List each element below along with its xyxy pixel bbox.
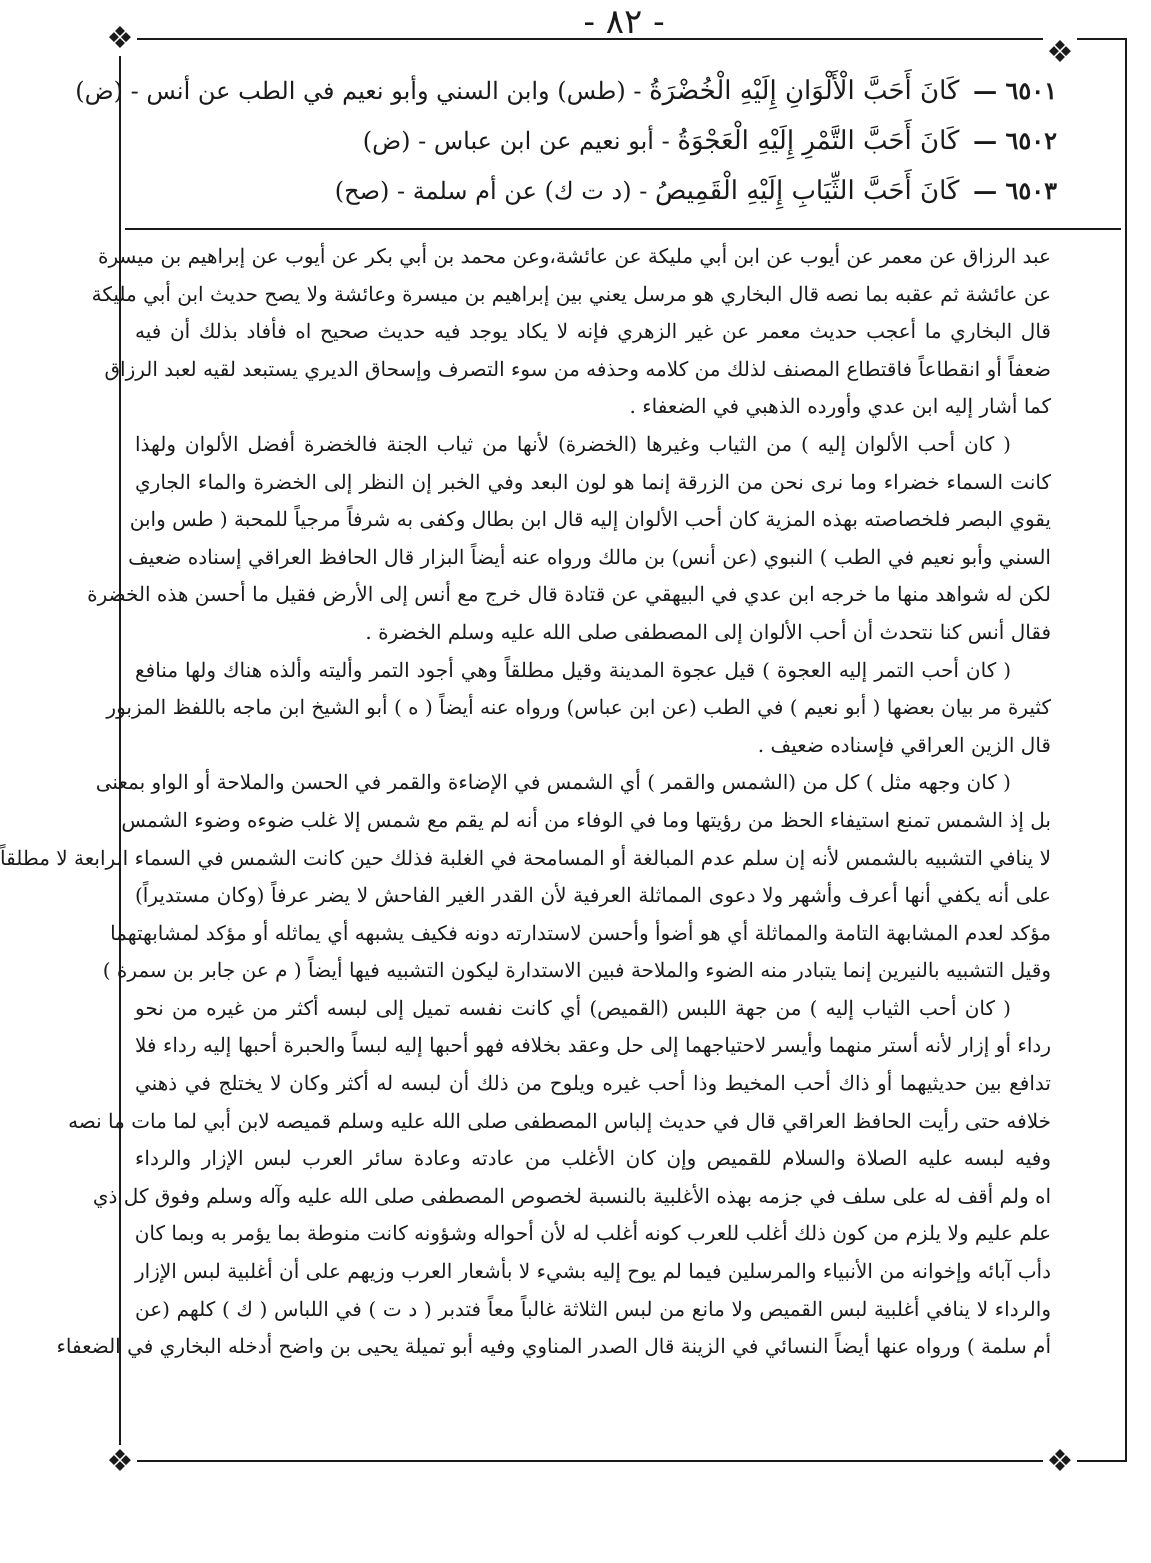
commentary-line: دأب آبائه وإخوانه من الأنبياء والمرسلين فيما لم يوح إليه بشيء لا بأشعار العرب وزيهم على أن أغلبية لبس الإزار [135,1259,1051,1284]
commentary [0,238,1051,1366]
section-divider [125,228,1121,230]
commentary-line: مؤكد لعدم المشابهة التامة والمماثلة أي هو أضوأ وأحسن لاستدارته دونه فكيف يشبهه أي يماثله أو مؤكد لمشابهتهما [110,920,1051,945]
commentary-line: ( كان وجهه مثل ) كل من (الشمس والقمر ) أي الشمس في الإضاءة والقمر في الحسن والملاحة أو الواو بمعنى [95,770,1011,795]
commentary-line: رداء أو إزار لأنه أستر منهما وأيسر لاحتياجهما إلى حل وعقد بخلافه فهو أحبها إليه لبساً والحبرة أحبها إليه رداء فلا [135,1033,1051,1058]
commentary-line: فقال أنس كنا نتحدث أن أحب الألوان إلى المصطفى صلى الله عليه وسلم الخضرة . [365,619,1051,644]
commentary-line: وفيه لبسه عليه الصلاة والسلام للقميص وإن كان الأغلب من عادته وعادة سائر العرب لبس الإزار والرداء [135,1146,1051,1171]
commentary-line: وقيل التشبيه بالنيرين إنما يتبادر منه الضوء والملاحة فبين الاستدارة ليكون التشبيه فيها أيضاً ( م عن جابر بن سمرة ) [102,958,1051,983]
commentary-line: خلافه حتى رأيت الحافظ العراقي قال في حديث إلباس المصطفى صلى الله عليه وسلم قميصه لابن أبي لما مات ما نصه [68,1108,1051,1133]
commentary-line: ضعفاً أو انقطاعاً فاقتطاع المصنف لذلك من كلامه وحذفه من سوء التصرف وإسحاق الديري يستبعد لقيه لعبد الرزاق [104,356,1051,381]
hadith-entry [75,66,1057,116]
hadith-number: ٦٥٠١ — [973,76,1057,105]
hadith-text: كَانَ أَحَبَّ الْأَلْوَانِ إِلَيْهِ الْخُضْرَةُ [649,76,960,106]
hadith-number: ٦٥٠٣ — [973,176,1057,205]
commentary-line: تدافع بين حديثيهما أو ذاك أحب المخيط وذا أحب غيره ويلوح من ذلك أن لبسه له أكثر وكان لا يختلج في ذهني [135,1071,1051,1096]
hadith-source: - أبو نعيم عن ابن عباس - (ض) [362,127,670,155]
page-number: - ٨٢ - [583,2,665,42]
commentary-line: يقوي البصر فلخصاصته بهذه المزية كان أحب الألوان إليه قال ابن بطال وكفى به شرفاً مرجياً للمحبة ( طس وابن [129,507,1051,532]
commentary-line: لكن له شواهد منها ما خرجه ابن عدي في البيهقي عن قتادة قال خرج مع أنس إلى الأرض فقيل ما أحسن هذه الخضرة [87,582,1051,607]
corner-ornament-icon: ❖ [1043,1445,1077,1479]
commentary-line: قال البخاري ما أعجب حديث معمر عن غير الزهري فإنه لا يكاد يوجد فيه حديث صحيح اه فأفاد بذلك أن فيه [135,319,1051,344]
commentary-line: السني وأبو نعيم في الطب ) النبوي (عن أنس) بن مالك ورواه عنه أيضاً البزار قال الحافظ العراقي إسناده ضعيف [128,544,1051,569]
commentary-line: عن عائشة ثم عقبه بما نصه قال البخاري هو مرسل يعني بين إبراهيم بن ميسرة وعائشة ولا يصح حديث ابن أبي مليكة [91,281,1051,306]
commentary-line: أم سلمة ) ورواه عنها أيضاً النسائي في الزينة قال الصدر المناوي وفيه أبو تميلة يحيى بن واضح أدخله البخاري في الضعفاء [56,1334,1051,1359]
commentary-line: بل إذ الشمس تمنع استيفاء الحظ من رؤيتها وما في الوفاء من أنه لم يقم مع شمس إلا غلب ضوءه وضوء الشمس [121,807,1051,832]
commentary-line: علم عليم ولا يلزم من كون ذلك أغلب للعرب كونه أغلب له لأن أحواله وشؤونه كانت منوطة بما يؤمر به وبما كان [134,1221,1051,1246]
commentary-line: ( كان أحب الثياب إليه ) من جهة اللبس (القميص) أي كانت نفسه تميل إلى لبسه أكثر من غيره من نحو [135,995,1011,1020]
commentary-line: على أنه يكفي أنها أعرف وأشهر ولا دعوى المماثلة العرفية لأن القدر الغير الفاحش لا يضر عرفاً (وكان مستديراً) [135,883,1051,908]
hadith-text: كَانَ أَحَبَّ الثِّيَابِ إِلَيْهِ الْقَمِيصُ [654,176,960,206]
corner-ornament-icon: ❖ [103,1445,137,1479]
hadith-number: ٦٥٠٢ — [973,126,1057,155]
commentary-line: ( كان أحب التمر إليه العجوة ) قيل عجوة المدينة وقيل مطلقاً وهي أجود التمر وأليته وألذه هناك ولها منافع [135,657,1011,682]
hadith-list [75,66,1057,216]
hadith-source: - (طس) وابن السني وأبو نعيم في الطب عن أنس - (ض) [75,77,642,105]
commentary-line: كما أشار إليه ابن عدي وأورده الذهبي في الضعفاء . [629,394,1051,419]
commentary-line: كانت السماء خضراء وما نرى نحن من الزرقة إنما هو لون البعد وفي الخبر إن النظر إلى الخضرة والماء الجاري [135,469,1051,494]
commentary-line: والرداء لا ينافي أغلبية لبس القميص ولا مانع من لبس الثلاثة غالباً معاً فتدبر ( د ت ) في اللباس ( ك ) كلهم (عن [135,1296,1051,1321]
commentary-line: عبد الرزاق عن معمر عن أيوب عن ابن أبي مليكة عن عائشة،وعن محمد بن أبي بكر عن أيوب عن إبراهيم بن ميسرة [98,244,1051,268]
corner-ornament-icon: ❖ [103,22,137,56]
corner-ornament-icon: ❖ [1043,36,1077,70]
commentary-line: قال الزين العراقي فإسناده ضعيف . [757,732,1051,757]
hadith-text: كَانَ أَحَبَّ التَّمْرِ إِلَيْهِ الْعَجْوَةُ [677,126,960,156]
commentary-line: كثيرة مر بيان بعضها ( أبو نعيم ) في الطب (عن ابن عباس) ورواه عنه أيضاً ( ه ) أبو الشيخ ابن ماجه باللفظ المزبور [106,695,1051,720]
hadith-entry [157,166,1057,216]
hadith-entry [157,116,1057,166]
commentary-line: لا ينافي التشبيه بالشمس لأنه إن سلم عدم المبالغة أو المسامحة في الغلبة فذلك حين كانت الشمس في السماء الرابعة لا مطلقاً [0,845,1051,870]
commentary-line: اه ولم أقف له على سلف في جزمه بهذه الأغلبية بالنسبة لخصوص المصطفى صلى الله عليه وآله وسلم وفوق كل ذي [92,1183,1051,1208]
commentary-line: ( كان أحب الألوان إليه ) من الثياب وغيرها (الخضرة) لأنها من ثياب الجنة فالخضرة أفضل الألوان ولهذا [135,431,1011,456]
hadith-source: - (د ت ك) عن أم سلمة - (صح) [334,177,648,205]
bottom-rule [137,1460,1043,1462]
